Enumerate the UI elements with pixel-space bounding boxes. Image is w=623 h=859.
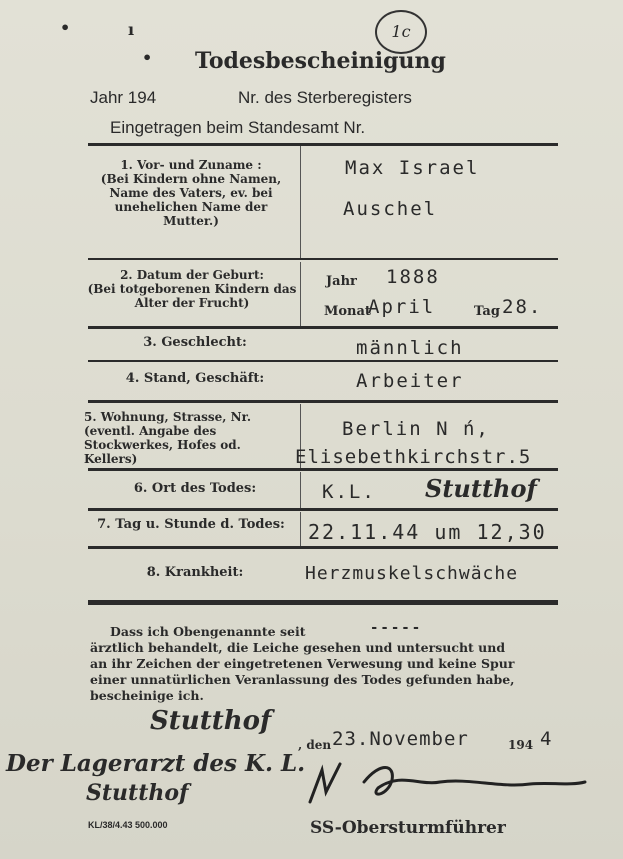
date-year-typed: 4 bbox=[540, 728, 554, 750]
cert-line1-prefix: Dass ich Obengenannte seit bbox=[110, 624, 306, 639]
rank-stamp: SS-Obersturmführer bbox=[310, 818, 506, 838]
residence-label-main: 5. Wohnung, Strasse, Nr. bbox=[84, 410, 252, 424]
rule-3 bbox=[88, 360, 558, 362]
birth-label-main: 2. Datum der Geburt: bbox=[120, 268, 264, 282]
birth-year-label: Jahr bbox=[326, 274, 357, 289]
residence-city: Berlin N ń, bbox=[342, 418, 490, 440]
illness-value: Herzmuskelschwäche bbox=[305, 563, 519, 584]
time-of-death-label: 7. Tag u. Stunde d. Todes: bbox=[97, 517, 285, 532]
rule-4 bbox=[88, 400, 558, 403]
rule-5 bbox=[88, 468, 558, 471]
register-label: Nr. des Sterberegisters bbox=[238, 88, 412, 107]
birth-month-value: April bbox=[368, 296, 436, 318]
birth-month-label: Monat bbox=[324, 304, 371, 319]
issuer-stamp-line2: Stutthof bbox=[86, 780, 189, 806]
status-value: Arbeiter bbox=[356, 370, 464, 392]
birth-label-sub: (Bei totgeborenen Kindern das Alter der Frucht) bbox=[87, 282, 297, 310]
cert-line2: ärztlich behandelt, die Leiche gesehen und untersucht und bbox=[90, 640, 506, 655]
sex-label: 3. Geschlecht: bbox=[143, 335, 247, 350]
rule-6 bbox=[88, 508, 558, 511]
office-label: Eingetragen beim Standesamt Nr. bbox=[110, 118, 366, 137]
residence-street: Elisebethkirchstr.5 bbox=[295, 446, 532, 468]
rule-2 bbox=[88, 326, 558, 329]
name-label-sub: (Bei Kindern ohne Namen, Name des Vaters, ev. bei unehelichen Name der Mutter.) bbox=[100, 172, 282, 228]
cert-line4: einer unnatürlichen Veranlassung des Todes gefunden habe, bbox=[90, 672, 515, 687]
top-mark-dot: • bbox=[142, 48, 153, 67]
form-code: KL/38/4.43 500.000 bbox=[88, 820, 168, 830]
signature bbox=[300, 752, 590, 812]
rule-1 bbox=[88, 258, 558, 260]
place-of-death-stamp: Stutthof bbox=[425, 474, 537, 503]
illness-label: 8. Krankheit: bbox=[146, 565, 244, 580]
circled-annotation: 1c bbox=[375, 10, 427, 54]
time-of-death-value: 22.11.44 um 12,30 bbox=[308, 520, 547, 544]
top-mark-left: • bbox=[60, 18, 71, 37]
cert-line5: bescheinige ich. bbox=[90, 688, 204, 703]
year-label: Jahr 194 bbox=[90, 88, 157, 107]
residence-label-sub: (eventl. Angabe des Stockwerkes, Hofes od. Kellers) bbox=[84, 424, 241, 466]
date-value: 23.November bbox=[332, 728, 469, 750]
cert-line1-dashes: ----- bbox=[370, 620, 423, 636]
name-value-first: Max Israel bbox=[345, 157, 480, 179]
date-prefix: , den bbox=[298, 738, 332, 752]
birth-year-value: 1888 bbox=[386, 266, 440, 288]
status-label: 4. Stand, Geschäft: bbox=[125, 371, 265, 386]
birth-day-label: Tag bbox=[474, 304, 500, 319]
rule-top bbox=[88, 143, 558, 146]
divider-row7 bbox=[300, 512, 301, 546]
sex-value: männlich bbox=[356, 337, 464, 359]
rule-8 bbox=[88, 600, 558, 605]
place-stamp: Stutthof bbox=[150, 706, 272, 736]
rule-7 bbox=[88, 546, 558, 549]
divider-row2 bbox=[300, 262, 301, 326]
place-of-death-label: 6. Ort des Todes: bbox=[133, 481, 257, 496]
place-of-death-prefix: K.L. bbox=[322, 481, 376, 503]
name-value-last: Auschel bbox=[343, 198, 438, 220]
page-title: Todesbescheinigung bbox=[195, 48, 446, 74]
birth-label bbox=[86, 268, 298, 310]
birth-day-value: 28. bbox=[502, 296, 543, 318]
name-label-main: 1. Vor- und Zuname : bbox=[120, 158, 262, 172]
name-label bbox=[86, 158, 296, 228]
cert-line3: an ihr Zeichen der eingetretenen Verwesung und keine Spur bbox=[90, 656, 515, 671]
top-mark-middle: ı bbox=[128, 20, 135, 39]
divider-row1 bbox=[300, 146, 301, 258]
date-year-print: 194 bbox=[508, 738, 534, 752]
issuer-stamp-line1: Der Lagerarzt des K. L. bbox=[6, 750, 306, 777]
divider-row6 bbox=[300, 472, 301, 508]
residence-label bbox=[84, 410, 298, 466]
